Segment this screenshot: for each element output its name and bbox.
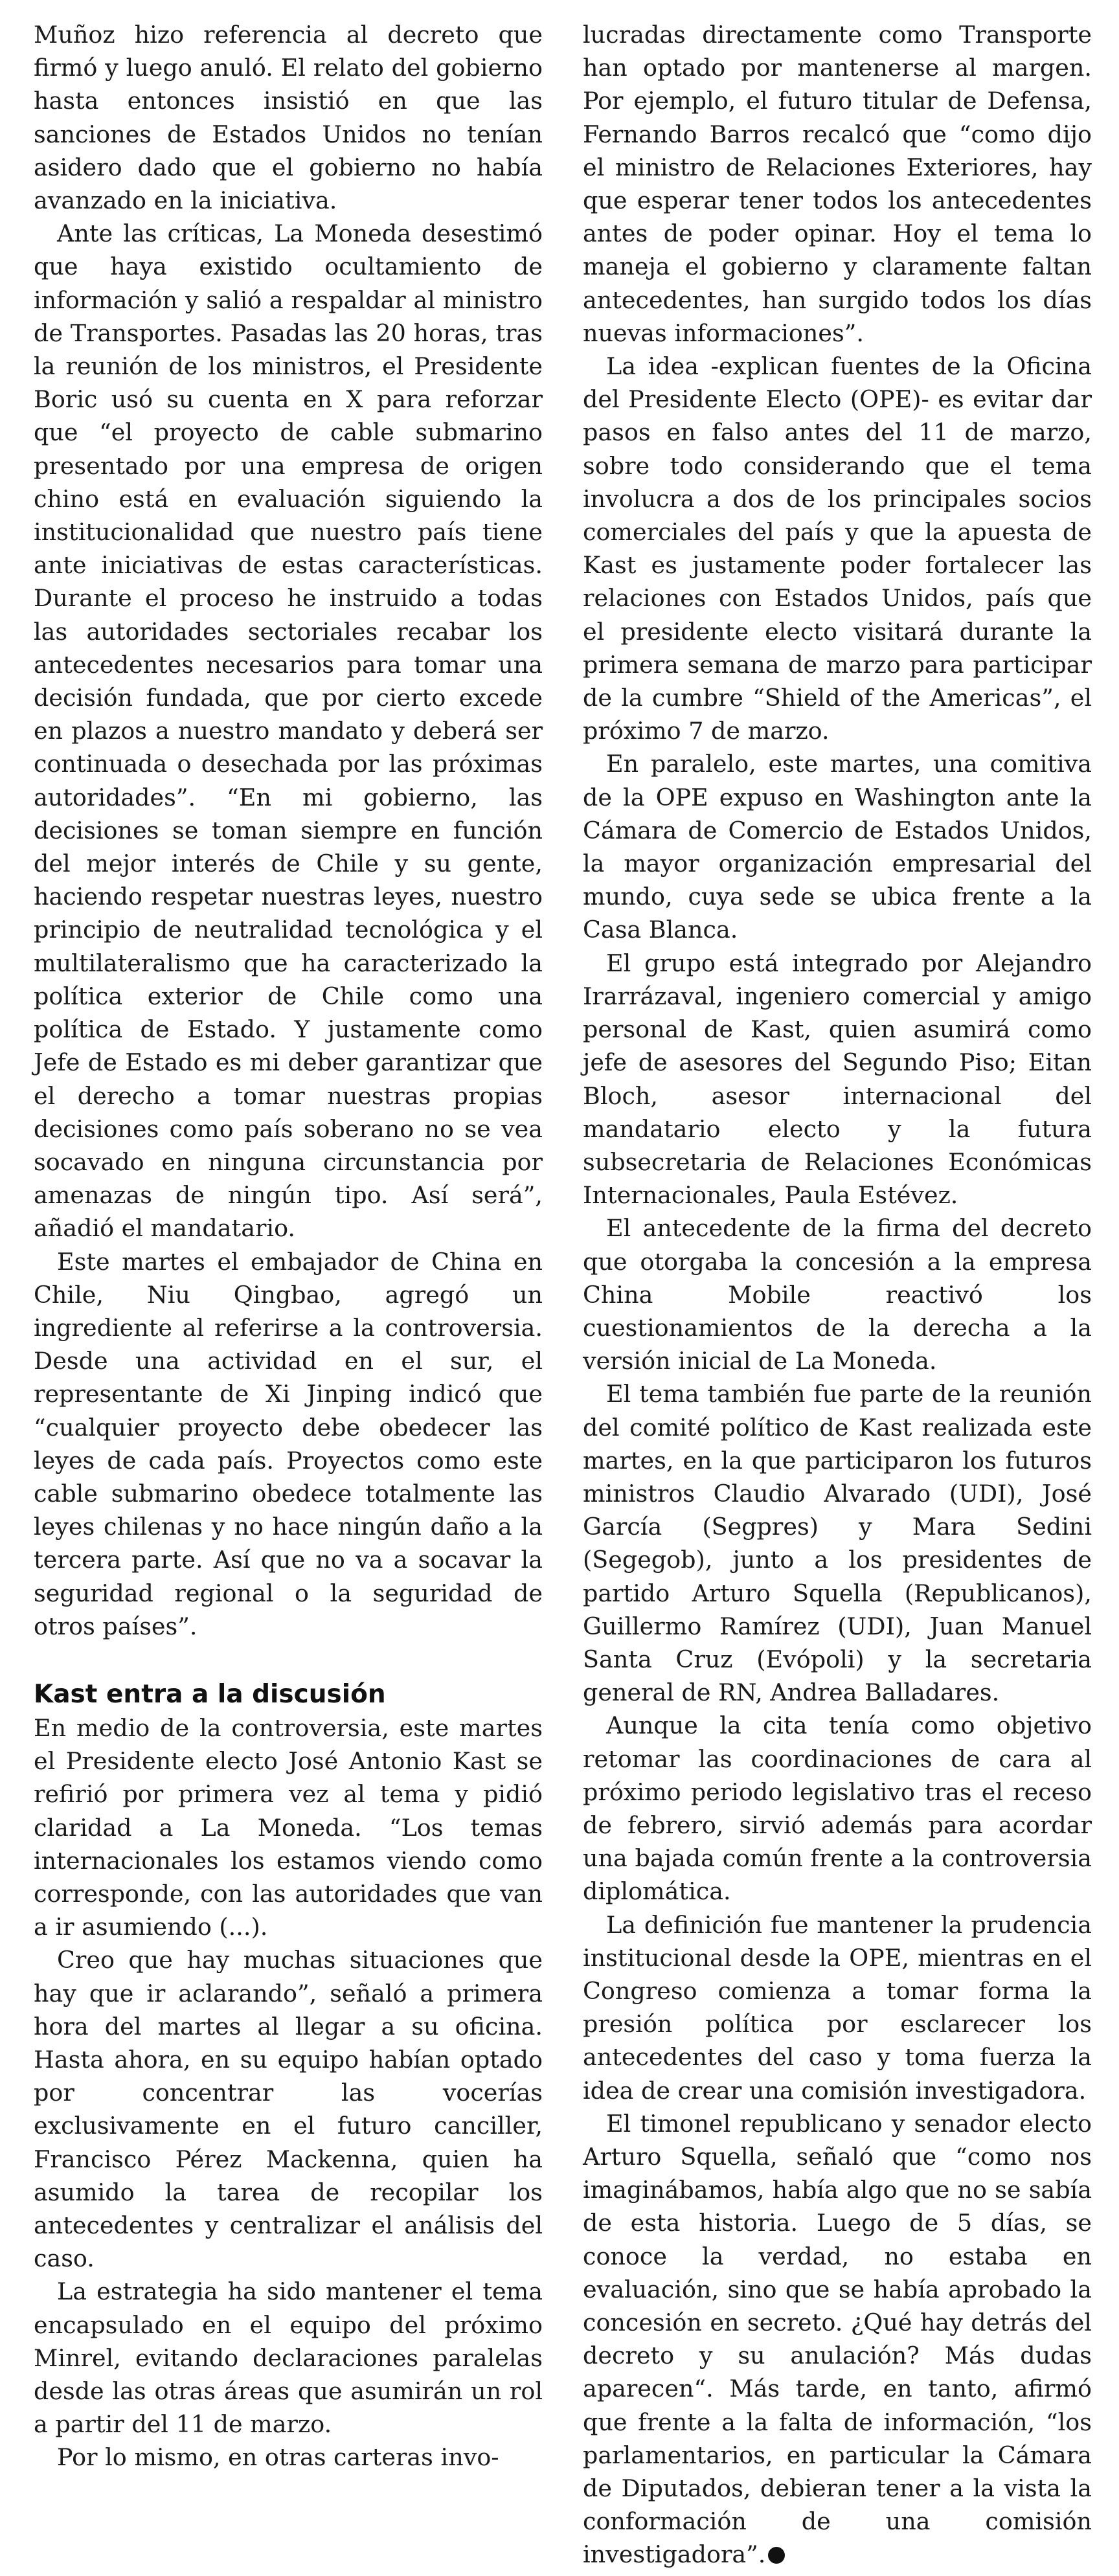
- paragraph-left-4: En medio de la controversia, este martes el Presidente electo José Antonio Kast se refirió por primera vez al tema y pidió claridad a La Moneda. “Los temas internacionales los estamos viendo como corresponde, con las autoridades que van a ir asumiendo (...).: [34, 1713, 543, 1941]
- paragraph-right-9: El timonel republicano y senador electo Arturo Squella, señaló que “como nos imaginábamos, había algo que no se sabía de esta historia. Luego de 5 días, se conoce la verdad, no estaba en evaluación, sino que se había aprobado la concesión en secreto. ¿Qué hay detrás del decreto y su anulación? Más dudas aparecen“. Más tarde, en tanto, afirmó que frente a la falta de información, “los parlamentarios, en particular la Cámara de Diputados, debieran tener a la vista la conformación de una comisión investigadora”.: [583, 2109, 1092, 2569]
- paragraph-right-6: El tema también fue parte de la reunión del comité político de Kast realizada este martes, en la que participaron los futuros ministros Claudio Alvarado (UDI), José García (Segpres) y Mara Sedini (Segegob), junto a los presidentes de partido Arturo Squella (Republicanos), Guillermo Ramírez (UDI), Juan Manuel Santa Cruz (Evópoli) y la secretaria general de RN, Andrea Balladares.: [583, 1380, 1092, 1707]
- left-column: [34, 18, 543, 2576]
- paragraph-right-2: La idea -explican fuentes de la Oficina del Presidente Electo (OPE)- es evitar dar pasos en falso antes del 11 de marzo, sobre todo considerando que el tema involucra a dos de los principales socios comerciales del país y que la apuesta de Kast es justamente poder fortalecer las relaciones con Estados Unidos, país que el presidente electo visitará durante la primera semana de marzo para participar de la cumbre “Shield of the Americas”, el próximo 7 de marzo.: [583, 352, 1092, 745]
- paragraph-right-7: Aunque la cita tenía como objetivo retomar las coordinaciones de cara al próximo periodo legislativo tras el receso de febrero, sirvió además para acordar una bajada común frente a la controversia diplomática.: [583, 1712, 1092, 1906]
- end-of-article-bullet-icon: [768, 2547, 785, 2564]
- paragraph-left-1: Muñoz hizo referencia al decreto que firmó y luego anuló. El relato del gobierno hasta entonces insistió en que las sanciones de Estados Unidos no tenían asidero dado que el gobierno no había avanzado en la iniciativa.: [34, 21, 543, 215]
- paragraph-left-5: Creo que hay muchas situaciones que hay que ir aclarando”, señaló a primera hora del martes al llegar a su oficina. Hasta ahora, en su equipo habían optado por concentrar las vocerías exclusivamente en el futuro canciller, Francisco Pérez Mackenna, quien ha asumido la tarea de recopilar los antecedentes y centralizar el análisis del caso.: [34, 1946, 543, 2273]
- paragraph-right-9-wrapper: [583, 2107, 1092, 2571]
- paragraph-left-7: Por lo mismo, en otras carteras invo-: [57, 2443, 499, 2472]
- paragraph-left-6: La estrategia ha sido mantener el tema encapsulado en el equipo del próximo Minrel, evitando declaraciones paralelas desde las otras áreas que asumirán un rol a partir del 11 de marzo.: [34, 2277, 543, 2439]
- paragraph-left-2: Ante las críticas, La Moneda desestimó que haya existido ocultamiento de información y salió a respaldar al ministro de Transportes. Pasadas las 20 horas, tras la reunión de los ministros, el Presidente Boric usó su cuenta en X para reforzar que “el proyecto de cable submarino presentado por una empresa de origen chino está en evaluación siguiendo la institucionalidad que nuestro país tiene ante iniciativas de estas características. Durante el proceso he instruido a todas las autoridades sectoriales recabar los antecedentes necesarios para tomar una decisión fundada, que por cierto excede en plazos a nuestro mandato y deberá ser continuada o desechada por las próximas autoridades”. “En mi gobierno, las decisiones se toman siempre en función del mejor interés de Chile y su gente, haciendo respetar nuestras leyes, nuestro principio de neutralidad tecnológica y el multilateralismo que ha caracterizado la política exterior de Chile como una política de Estado. Y justamente como Jefe de Estado es mi deber garantizar que el derecho a tomar nuestras propias decisiones como país soberano no se vea socavado en ninguna circunstancia por amenazas de ningún tipo. Así será”, añadió el mandatario.: [34, 220, 543, 1243]
- paragraph-right-3: En paralelo, este martes, una comitiva de la OPE expuso en Washington ante la Cámara de Comercio de Estados Unidos, la mayor organización empresarial del mundo, cuya sede se ubica frente a la Casa Blanca.: [583, 750, 1092, 944]
- right-column: [583, 18, 1092, 2576]
- paragraph-right-4: El grupo está integrado por Alejandro Irarrázaval, ingeniero comercial y amigo personal de Kast, quien asumirá como jefe de asesores del Segundo Piso; Eitan Bloch, asesor internacional del mandatario electo y la futura subsecretaria de Relaciones Económicas Internacionales, Paula Estévez.: [583, 949, 1092, 1210]
- section-subheading: Kast entra a la discusión: [34, 1679, 386, 1709]
- paragraph-right-5: El antecedente de la firma del decreto que otorgaba la concesión a la empresa China Mobile reactivó los cuestionamientos de la derecha a la versión inicial de La Moneda.: [583, 1214, 1092, 1375]
- paragraph-left-3: Este martes el embajador de China en Chile, Niu Qingbao, agregó un ingrediente al referirse a la controversia. Desde una actividad en el sur, el representante de Xi Jinping indicó que “cualquier proyecto debe obedecer las leyes de cada país. Proyectos como este cable submarino obedece totalmente las leyes chilenas y no hace ningún daño a la tercera parte. Así que no va a socavar la seguridad regional o la seguridad de otros países”.: [34, 1247, 543, 1640]
- paragraph-right-8: La definición fue mantener la prudencia institucional desde la OPE, mientras en el Congreso comienza a tomar forma la presión política por esclarecer los antecedentes del caso y toma fuerza la idea de crear una comisión investigadora.: [583, 1910, 1092, 2105]
- paragraph-right-1: lucradas directamente como Transporte han optado por mantenerse al margen. Por ejemplo, el futuro titular de Defensa, Fernando Barros recalcó que “como dijo el ministro de Relaciones Exteriores, hay que esperar tener todos los antecedentes antes de poder opinar. Hoy el tema lo maneja el gobierno y claramente faltan antecedentes, han surgido todos los días nuevas informaciones”.: [583, 21, 1092, 347]
